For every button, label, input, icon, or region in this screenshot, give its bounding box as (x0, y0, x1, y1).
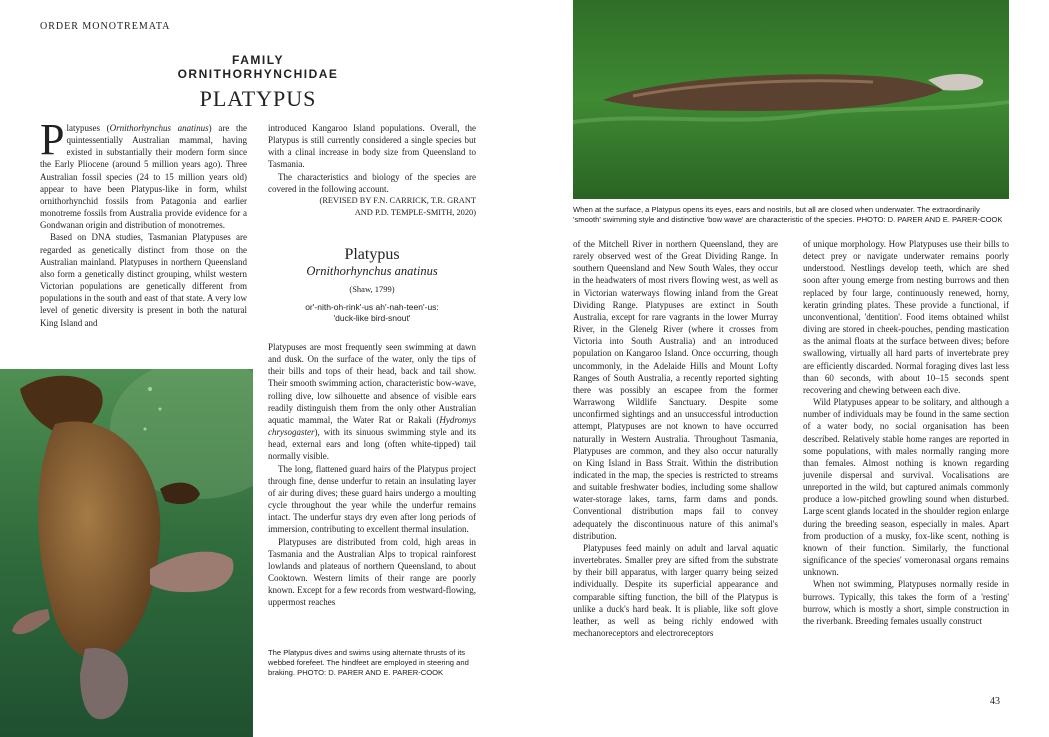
body-column-4 (803, 238, 1009, 627)
page-number: 43 (990, 696, 1000, 707)
body-paragraph: of the Mitchell River in northern Queensland, they are rarely observed west of the Great Dividing Range. In southern Queensland and New South Wales, they occur in the headwaters of most rivers flowing west, as well as in Victorian waterways flowing inland from the Great Dividing Range. Platypuses are extinct in South Australia, except for rare vagrants in the lower Murray River, in the Glenelg River (where it crosses from Victoria into South Australia) and an introduced population on Kangaroo Island. Once occurring, though uncommonly, in the Adelaide Hills and Mount Lofty Ranges of South Australia, a recently reported sighting there was possibly an escapee from the former Warrawong Wildlife Sanctuary. Despite some unconfirmed sightings and an unsuccessful introduction attempt, Platypuses are not known to have occurred naturally in Western Australia. Throughout Tasmania, Platypuses are common, and they also occur naturally on King Island in Bass Strait. Within the distribution indicated in the map, the species is restricted to streams and suitable freshwater bodies, including some shallow water-storage lakes, tarns, farm dams and ponds. Conventional distribution maps fail to convey adequately the discontinuous nature of this animal's distribution. (573, 239, 778, 541)
platypus-diving-illustration (0, 369, 253, 737)
intro-column (40, 115, 247, 329)
body-column-2 (268, 341, 476, 608)
body-paragraph: Platypuses are distributed from cold, high areas in Tasmania and the Australian Alps to tropical rainforest lowlands and plateaus of northern Queensland, to about Cooktown. Western limits of their range are poorly known. Except for a few records from westward-flowing, uppermost reaches (268, 536, 476, 608)
body-paragraph: When not swimming, Platypuses normally reside in burrows. Typically, this takes the form of a 'resting' burrow, which is mostly a short, simple construction in the riverbank. Breeding females usually construct (803, 579, 1009, 626)
body-paragraph: The long, flattened guard hairs of the Platypus project through fine, dense underfur to retain an insulating layer of air during dives; these guard hairs undergo a moulting cycle throughout the year while the underfur remains intact. The underfur stays dry even after long periods of immersion, contributing to excellent thermal insulation. (268, 463, 476, 535)
body-paragraph: Platypuses feed mainly on adult and larval aquatic invertebrates. Smaller prey are sifted from the substrate by their bill apparatus, with larger quarry being seized individually. Despite its superficial appearance and comparable sifting function, the bill of the Platypus is unlike a duck's hard beak. It is pliable, like soft glove leather, as well as being richly endowed with mechanoreceptors and electroreceptors (573, 542, 778, 638)
body-paragraph: Wild Platypuses appear to be solitary, and although a number of individuals may be found in the same section of a water body, no social organisation has been described. Relatively stable home ranges are reported in some populations, with males normally ranging more than females. Almost nothing is known regarding juvenile dispersal and survival. Vocalisations are unreported in the wild, but captured animals commonly produce a low-pitched growling sound when disturbed. Large scent glands located in the shoulder region enlarge during the breeding season, especially in males. Apart from production of a musky, fox-like scent, nothing is known of their function. Similarly, the functional significance of the species' vomeronasal organs remains unknown. (803, 397, 1009, 578)
body-paragraph: of unique morphology. How Platypuses use their bills to detect prey or navigate underwater remains poorly understood. Nestlings develop teeth, which are shed soon after young emerge from nesting burrows and then replaced by four large, continuously renewed, horny, keratin grinding plates. These provide a functional, if unconventional, 'dentition'. Food items obtained whilst diving are stored in cheek-pouches, pending mastication as the animal floats at the surface between dives; before swallowing, virtually all hard parts of invertebrate prey are efficiently discarded. Normal foraging dives last less than 60 seconds, with about 10–15 seconds spent recovering and chewing between each dive. (803, 239, 1009, 395)
revision-credit-1: (REVISED BY F.N. CARRICK, T.R. GRANT (319, 195, 476, 205)
intro-paragraph-2: Based on DNA studies, Tasmanian Platypuses are regarded as genetically distinct from those on the Australian mainland. Platypuses in northern Queensland also form a genetically distinct grouping, whilst western Victorian populations are genetically different from populations in the south and east of that state. A very low level of genetic diversity is present in both the natural King Island and (40, 232, 247, 328)
platypus-swimming-illustration (573, 0, 1009, 199)
running-head: ORDER MONOTREMATA (40, 21, 171, 32)
family-heading: FAMILY ORNITHORHYNCHIDAE (177, 53, 339, 81)
species-meaning: 'duck-like bird-snout' (333, 313, 411, 323)
species-heading (268, 246, 476, 324)
left-photo-caption: The Platypus dives and swims using alternate thrusts of its webbed forefeet. The hindfeet are employed in steering and braking. PHOTO: D. PARER AND E. PARER-COOK (268, 648, 469, 677)
platypus-diving-photo (0, 369, 253, 737)
species-common-name: Platypus (344, 246, 400, 263)
intro-paragraph-1: Platypuses (Ornithorhynchus anatinus) are the quintessentially Australian mammal, having existed in substantially their modern form since the Early Pliocene (around 5 million years ago). Three Australian fossil species (24 to 15 million years old) appear to have been Platypus-like in form, whilst ornithorhynchid fossils from Patagonia and earlier monotreme fossils from Australia provide evidence for a Gondwanan origin and distribution of monotremes. (40, 115, 247, 231)
main-title: PLATYPUS (199, 86, 317, 111)
intro-paragraph-3: introduced Kangaroo Island populations. Overall, the Platypus is still currently considered a single species but with a clinal increase in body size from Queensland to Tasmania. (268, 123, 476, 170)
species-authority: (Shaw, 1799) (349, 284, 395, 294)
drop-cap: P (40, 115, 65, 164)
body-column-3 (573, 238, 778, 639)
platypus-swimming-photo (573, 0, 1009, 199)
body-paragraph: Platypuses are most frequently seen swimming at dawn and dusk. On the surface of the water, only the tips of their bills and tops of their head, back and tail show. Their smooth swimming action, characteristic bow-wave, rolling dive, low silhouette and absence of visible ears readily distinguish them from the only other Australian aquatic mammal, the Water Rat or Rakali (Hydromys chrysogaster), with its sinuous swimming style and its head, external ears and long (often white-tipped) tail normally visible. (268, 342, 476, 462)
species-pronunciation: or'-nith-oh-rink'-us ah'-nah-teen'-us: (305, 302, 439, 312)
intro-paragraph-4: The characteristics and biology of the species are covered in the following account. (268, 171, 476, 194)
species-scientific-name: Ornithorhynchus anatinus (306, 264, 438, 278)
revision-credit-2: AND P.D. TEMPLE-SMITH, 2020) (354, 207, 476, 217)
intro-column-2 (268, 122, 476, 219)
top-photo-caption: When at the surface, a Platypus opens its eyes, ears and nostrils, but all are closed when underwater. The extraordinarily 'smooth' swimming style and distinctive 'bow wave' are characteristic of the species. PHOTO: D. PARER AND E. PARER-COOK (573, 205, 1003, 224)
